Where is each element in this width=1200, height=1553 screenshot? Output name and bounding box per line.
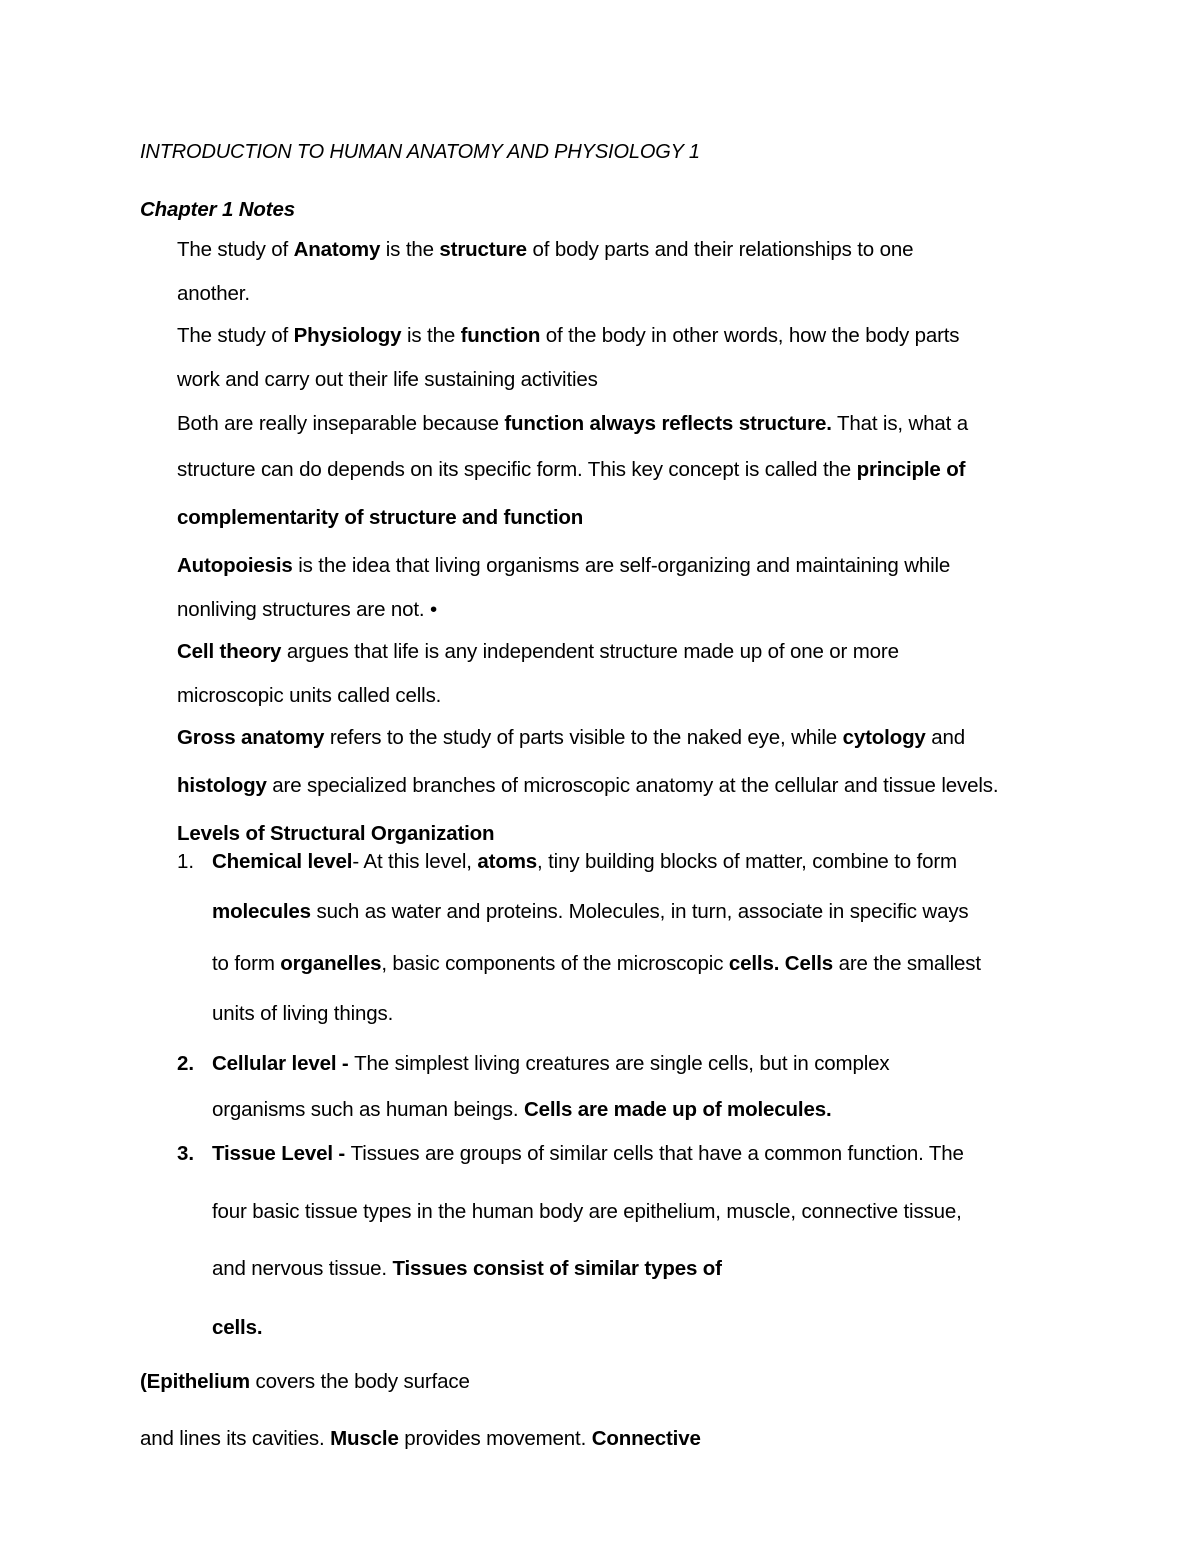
levels-heading: Levels of Structural Organization	[177, 822, 495, 845]
level-2-line-2: organisms such as human beings. Cells are made up of molecules.	[212, 1098, 832, 1121]
level-3-line-1: Tissue Level - Tissues are groups of similar cells that have a common function. The	[212, 1142, 964, 1165]
list-number-1: 1.	[177, 850, 195, 873]
list-number-3: 3.	[177, 1142, 195, 1165]
gross-anatomy-line-1: Gross anatomy refers to the study of parts visible to the naked eye, while cytology and	[177, 726, 965, 749]
physiology-term: Physiology	[293, 324, 402, 347]
cell-theory-term: Cell theory	[177, 640, 282, 663]
principle-line-3: complementarity of structure and function	[177, 506, 584, 529]
anatomy-term: Anatomy	[293, 238, 381, 261]
principle-line-1: Both are really inseparable because function always reflects structure. That is, what a	[177, 412, 969, 435]
level-1-line-1: Chemical level- At this level, atoms, tiny building blocks of matter, combine to form	[212, 850, 957, 873]
list-number-2: 2.	[177, 1052, 195, 1075]
physiology-line-2: work and carry out their life sustaining activities	[177, 368, 598, 391]
epithelium-line-2: and lines its cavities. Muscle provides movement. Connective	[140, 1427, 701, 1450]
level-1-line-3: to form organelles, basic components of the microscopic cells. Cells are the smallest	[212, 952, 981, 975]
level-2-line-1: Cellular level - The simplest living creatures are single cells, but in complex	[212, 1052, 890, 1075]
cell-theory-line-1: Cell theory argues that life is any independent structure made up of one or more	[177, 640, 899, 663]
gross-anatomy-term: Gross anatomy	[177, 726, 325, 749]
cell-theory-line-2: microscopic units called cells.	[177, 684, 442, 707]
level-3-line-3: and nervous tissue. Tissues consist of similar types of	[212, 1257, 722, 1280]
anatomy-line-2: another.	[177, 282, 250, 305]
anatomy-line-1: The study of Anatomy is the structure of body parts and their relationships to one	[177, 238, 914, 261]
autopoiesis-line-1: Autopoiesis is the idea that living organisms are self-organizing and maintaining while	[177, 554, 951, 577]
chapter-heading: Chapter 1 Notes	[140, 198, 295, 221]
autopoiesis-line-2: nonliving structures are not. •	[177, 598, 438, 621]
level-1-line-4: units of living things.	[212, 1002, 394, 1025]
physiology-line-1: The study of Physiology is the function of the body in other words, how the body parts	[177, 324, 960, 347]
level-3-line-2: four basic tissue types in the human body are epithelium, muscle, connective tissue,	[212, 1200, 962, 1223]
gross-anatomy-line-2: histology are specialized branches of microscopic anatomy at the cellular and tissue levels.	[177, 774, 999, 797]
level-3-line-4: cells.	[212, 1316, 263, 1339]
level-1-line-2: molecules such as water and proteins. Molecules, in turn, associate in specific ways	[212, 900, 969, 923]
principle-line-2: structure can do depends on its specific form. This key concept is called the principle of	[177, 458, 966, 481]
autopoiesis-term: Autopoiesis	[177, 554, 293, 577]
document-title: INTRODUCTION TO HUMAN ANATOMY AND PHYSIOLOGY 1	[140, 141, 700, 163]
epithelium-line-1: (Epithelium covers the body surface	[140, 1370, 470, 1393]
